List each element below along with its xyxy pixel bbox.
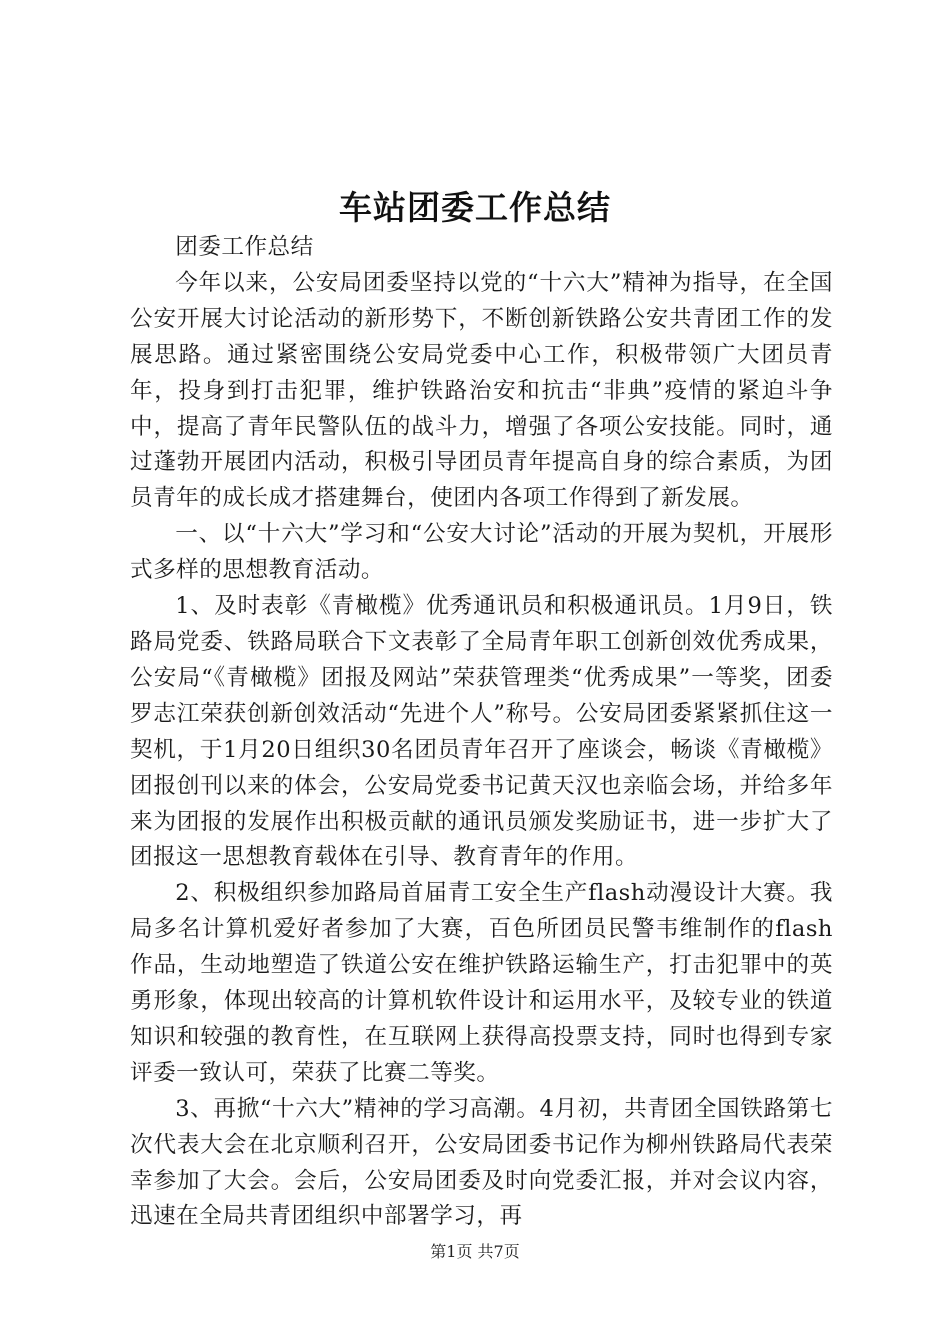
document-body [130, 230, 833, 1235]
page-number-footer: 第1页 共7页 [430, 1242, 520, 1261]
paragraph-section-heading: 一、以“十六大”学习和“公安大讨论”活动的开展为契机，开展形式多样的思想教育活动。 [130, 521, 833, 584]
document-title: 车站团委工作总结 [339, 188, 611, 227]
paragraph-intro: 今年以来，公安局团委坚持以党的“十六大”精神为指导，在全国公安开展大讨论活动的新形势下，不断创新铁路公安共青团工作的发展思路。通过紧密围绕公安局党委中心工作，积极带领广大团员青年，投身到打击犯罪，维护铁路治安和抗击“非典”疫情的紧迫斗争中，提高了青年民警队伍的战斗力，增强了各项公安技能。同时，通过蓬勃开展团内活动，积极引导团员青年提高自身的综合素质，为团员青年的成长成才搭建舞台，使团内各项工作得到了新发展。 [130, 269, 833, 512]
paragraph-subtitle: 团委工作总结 [175, 234, 314, 260]
paragraph-item-1: 1、及时表彰《青橄榄》优秀通讯员和积极通讯员。1月9日，铁路局党委、铁路局联合下文表彰了全局青年职工创新创效优秀成果，公安局“《青橄榄》团报及网站”荣获管理类“优秀成果”一等奖，团委罗志江荣获创新创效活动“先进个人”称号。公安局团委紧紧抓住这一契机，于1月20日组织30名团员青年召开了座谈会，畅谈《青橄榄》团报创刊以来的体会，公安局党委书记黄天汉也亲临会场，并给多年来为团报的发展作出积极贡献的通讯员颁发奖励证书，进一步扩大了团报这一思想教育载体在引导、教育青年的作用。 [130, 593, 833, 871]
paragraph-item-3: 3、再掀“十六大”精神的学习高潮。4月初，共青团全国铁路第七次代表大会在北京顺利召开，公安局团委书记作为柳州铁路局代表荣幸参加了大会。会后，公安局团委及时向党委汇报，并对会议内容，迅速在全局共青团组织中部署学习，再 [130, 1095, 833, 1230]
paragraph-item-2: 2、积极组织参加路局首届青工安全生产flash动漫设计大赛。我局多名计算机爱好者参加了大赛，百色所团员民警韦维制作的flash作品，生动地塑造了铁道公安在维护铁路运输生产，打击犯罪中的英勇形象，体现出较高的计算机软件设计和运用水平，及较专业的铁道知识和较强的教育性，在互联网上获得高投票支持，同时也得到专家评委一致认可，荣获了比赛二等奖。 [130, 880, 833, 1086]
